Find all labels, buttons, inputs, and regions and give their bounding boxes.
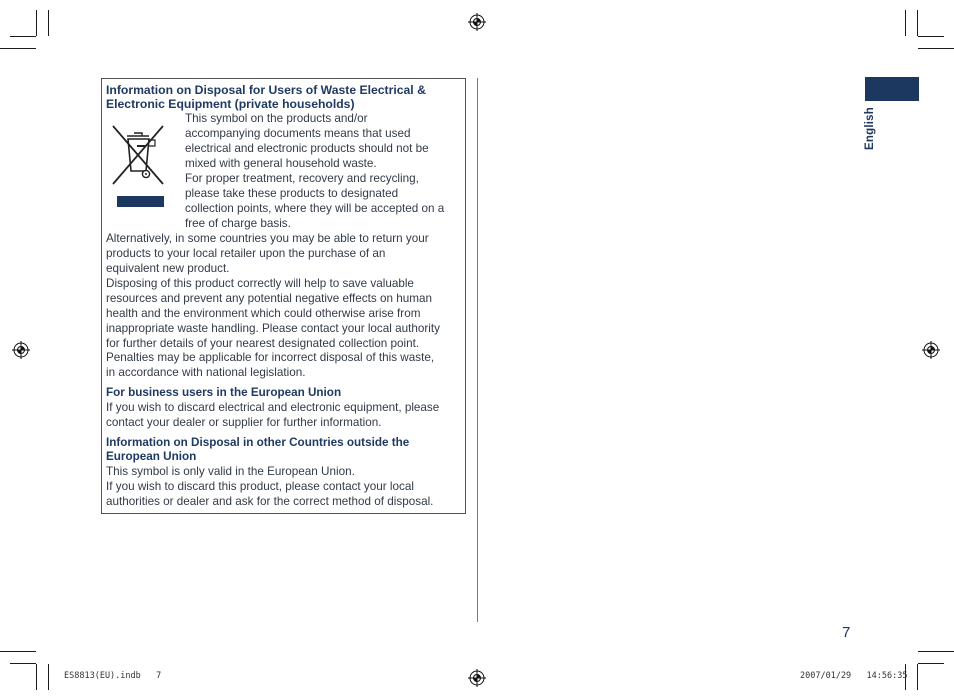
crop-mark <box>10 663 36 664</box>
body-text-line: inappropriate waste handling. Please contact your local authority <box>106 322 440 335</box>
body-text-line: for further details of your nearest designated collection point. <box>106 337 420 350</box>
column-divider <box>477 78 478 622</box>
outside-eu-heading-line: Information on Disposal in other Countries outside the <box>106 436 410 449</box>
symbol-description-line: For proper treatment, recovery and recycling, <box>185 172 419 185</box>
notice-title: Information on Disposal for Users of Waste Electrical & Electronic Equipment (private households) <box>106 83 426 111</box>
crop-mark <box>36 664 37 690</box>
body-text-line: Penalties may be applicable for incorrect disposal of this waste, <box>106 351 435 364</box>
crop-mark <box>48 664 49 690</box>
business-text-line: contact your dealer or supplier for further information. <box>106 416 382 429</box>
outside-eu-heading-line: European Union <box>106 450 197 463</box>
registration-mark-icon <box>922 341 940 359</box>
symbol-description-line: accompanying documents means that used <box>185 127 411 140</box>
symbol-description-line: please take these products to designated <box>185 187 399 200</box>
outside-eu-text-line: If you wish to discard this product, please contact your local <box>106 480 414 493</box>
crop-mark <box>917 664 918 690</box>
crop-mark <box>918 48 954 49</box>
symbol-description-line: This symbol on the products and/or <box>185 112 368 125</box>
symbol-description-line: free of charge basis. <box>185 217 291 230</box>
crop-mark <box>36 10 37 36</box>
business-users-heading: For business users in the European Union <box>106 386 342 399</box>
body-text-line: Disposing of this product correctly will help to save valuable <box>106 277 414 290</box>
crop-mark <box>0 651 36 652</box>
crossed-out-wheeled-bin-icon <box>110 123 166 209</box>
language-tab-label: English <box>864 107 876 150</box>
business-text-line: If you wish to discard electrical and electronic equipment, please <box>106 401 440 414</box>
crop-mark <box>48 10 49 36</box>
crop-mark <box>918 663 944 664</box>
body-text-line: in accordance with national legislation. <box>106 366 306 379</box>
crop-mark <box>917 10 918 36</box>
body-text-line: equivalent new product. <box>106 262 230 275</box>
language-tab-marker <box>865 77 919 101</box>
crop-mark <box>10 36 36 37</box>
page-number: 7 <box>842 624 851 641</box>
symbol-description-line: electrical and electronic products should not be <box>185 142 429 155</box>
symbol-description-line: collection points, where they will be accepted on a <box>185 202 445 215</box>
crop-mark <box>918 36 944 37</box>
body-text-line: resources and prevent any potential negative effects on human <box>106 292 432 305</box>
footer-timestamp: 2007/01/29 14:56:35 <box>800 671 908 681</box>
outside-eu-text-line: This symbol is only valid in the European Union. <box>106 465 355 478</box>
crop-mark <box>905 10 906 36</box>
footer-file-name: ES8813(EU).indb 7 <box>64 671 162 681</box>
crop-mark <box>918 651 954 652</box>
registration-mark-icon <box>12 341 30 359</box>
symbol-description-line: mixed with general household waste. <box>185 157 377 170</box>
body-text-line: health and the environment which could otherwise arise from <box>106 307 421 320</box>
registration-mark-icon <box>468 669 486 687</box>
crop-mark <box>0 48 36 49</box>
registration-mark-icon <box>468 13 486 31</box>
body-text-line: Alternatively, in some countries you may be able to return your <box>106 232 429 245</box>
body-text-line: products to your local retailer upon the purchase of an <box>106 247 386 260</box>
outside-eu-text-line: authorities or dealer and ask for the correct method of disposal. <box>106 495 434 508</box>
